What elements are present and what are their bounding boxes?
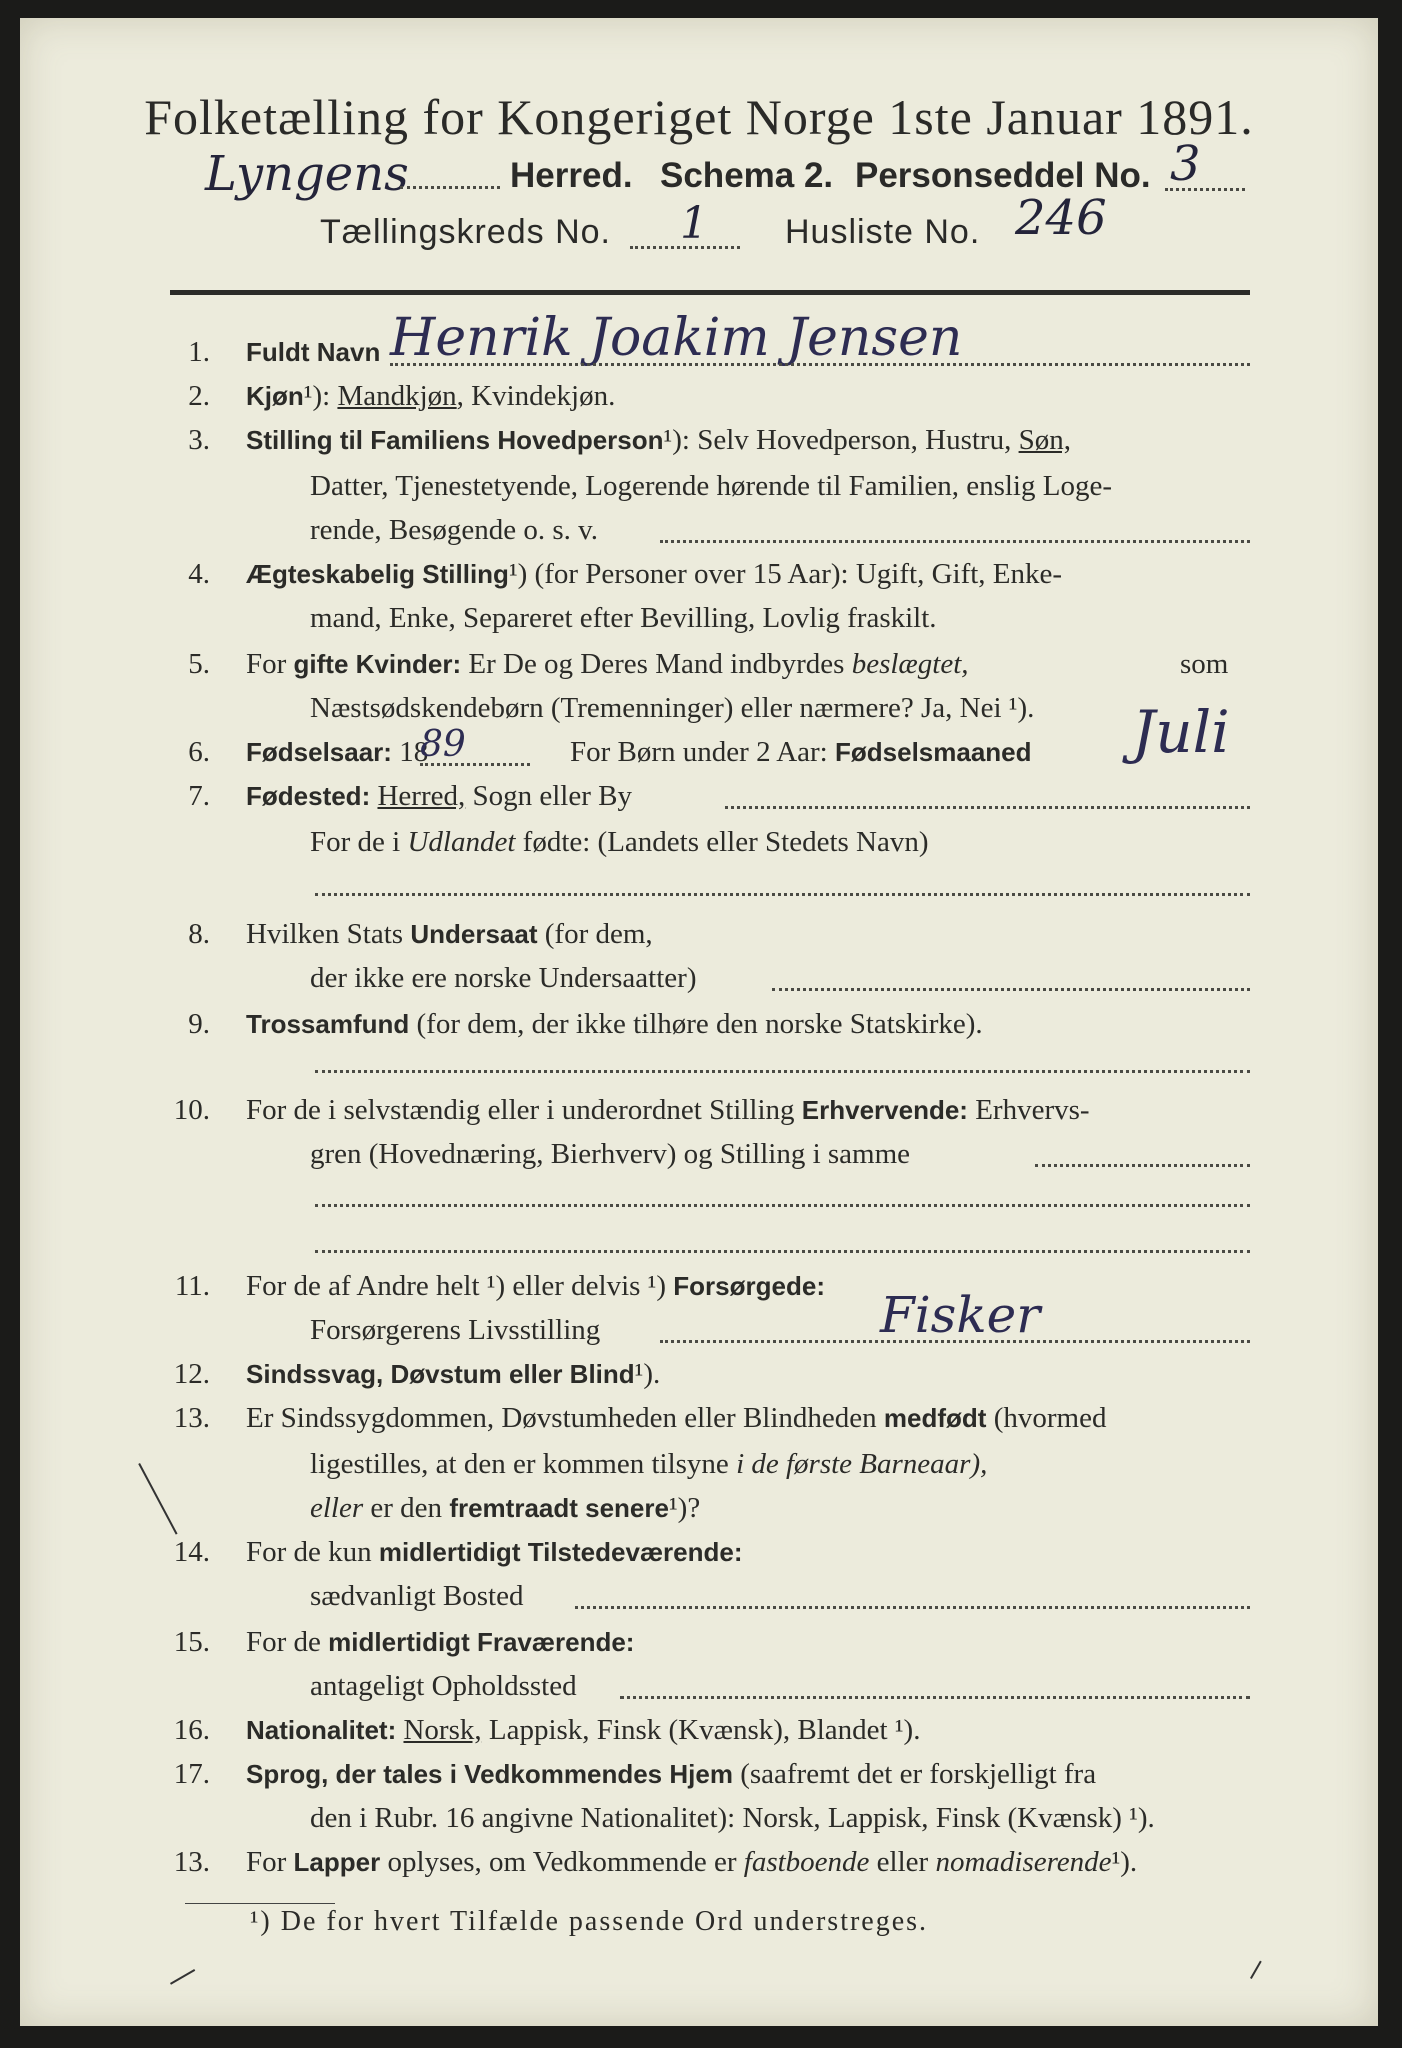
footnote: ¹) De for hvert Tilfælde passende Ord understreges. [250,1906,929,1937]
family-position-options-3: rende, Besøgende o. s. v. [310,514,599,546]
family-position-selected: Søn, [1018,424,1071,456]
settled-word: fastboende [743,1846,870,1878]
kreds-label: Tællingskreds No. [320,213,611,251]
herred-label: Herred. [510,156,633,195]
congenital-question-3: er den [370,1492,443,1524]
occupation-note-2: gren (Hovednæring, Bierhverv) og Stilling i samme [310,1138,911,1170]
married-women-prefix: For [246,648,287,680]
item-number: 16. [173,1714,210,1746]
marital-status-options: (for Personer over 15 Aar): Ugift, Gift, Enke- [534,558,1063,590]
birth-year-answer: 89 [420,724,466,765]
item-number: 3. [188,424,210,456]
superscript: ¹)? [668,1492,701,1524]
dotted-line [315,1070,1250,1073]
temporary-absent-prefix: For de [246,1626,321,1658]
or-word: eller [876,1846,929,1878]
occupation-label: Erhvervende: [801,1095,968,1125]
form-title: Folketælling for Kongeriget Norge 1ste Januar 1891. [144,89,1254,145]
item-number: 9. [188,1008,210,1040]
nomadic-word: nomadiserende [935,1846,1112,1878]
dependent-prefix: For de af Andre helt ¹) eller delvis ¹) [246,1270,667,1302]
dotted-line [660,1340,1250,1343]
dotted-line [772,988,1250,991]
dotted-line [575,1606,1250,1609]
nationality-label: Nationalitet: [246,1715,397,1745]
citizenship-prefix: Hvilken Stats [246,918,404,950]
dotted-line [725,806,1250,809]
congenital-label: medfødt [883,1403,987,1433]
full-name-answer: Henrik Joakim Jensen [390,308,963,368]
dotted-line [1035,1164,1250,1167]
item-number: 6. [188,736,210,768]
or-word: eller [310,1492,364,1524]
later-onset-label: fremtraadt senere [449,1493,669,1523]
census-form-sheet [20,18,1378,2026]
childhood-phrase: i de første Barneaar), [736,1448,988,1480]
item-number: 4. [188,558,210,590]
temporary-present-prefix: For de kun [246,1536,372,1568]
abroad-word: Udlandet [407,826,516,858]
superscript: ¹). [1111,1846,1138,1878]
nationality-selected: Norsk, [403,1714,482,1746]
congenital-question-2: ligestilles, at den er kommen tilsyne [310,1448,729,1480]
birth-year-label: Fødselsaar: [246,737,392,767]
header-rule [170,290,1250,295]
item-number: 8. [188,918,210,950]
birthplace-label: Fødested: [246,781,371,811]
item-number: 7. [188,780,210,812]
abroad-instructions: fødte: (Landets eller Stedets Navn) [522,826,929,858]
pen-mark [138,1463,177,1535]
usual-residence-label: sædvanligt Bosted [310,1580,524,1612]
temporary-present-label: midlertidigt Tilstedeværende: [378,1537,743,1567]
item-number: 12. [173,1358,210,1390]
occupation-note: Erhvervs- [975,1094,1090,1126]
congenital-question: Er Sindssygdommen, Døvstumheden eller Blindheden [246,1402,877,1434]
item-number: 2. [188,380,210,412]
family-position-options: Selv Hovedperson, Hustru, [697,424,1012,456]
item-number: 14. [173,1536,210,1568]
birthplace-options: Sogn eller By [472,780,632,812]
item-number: 11. [174,1270,210,1302]
nationality-options: Lappisk, Finsk (Kvænsk), Blandet ¹). [488,1714,921,1746]
married-women-question-2: Næstsødskendebørn (Tremenninger) eller nærmere? Ja, Nei ¹). [310,692,1035,724]
birth-month-answer: Juli [1132,698,1230,766]
married-women-label: gifte Kvinder: [293,649,462,679]
dependent-label: Forsørgede: [673,1271,825,1301]
dotted-line [420,763,530,766]
gender-selected: Mandkjøn [337,380,457,412]
citizenship-note-2: der ikke ere norske Undersaatter) [310,962,697,994]
sami-label: Lapper [293,1847,381,1877]
item-number: 17. [173,1758,210,1790]
superscript: ¹). [634,1358,661,1390]
birthplace-selected: Herred, [377,780,466,812]
marital-status-options-2: mand, Enke, Separeret efter Bevilling, Lovlig fraskilt. [310,602,937,634]
schema-label: Schema 2. [660,156,834,195]
temporary-absent-label: midlertidigt Fraværende: [328,1627,635,1657]
superscript: ¹): [663,424,690,456]
item-number: 13. [173,1402,210,1434]
dotted-line [1165,188,1245,191]
related-word: beslægtet, [851,648,969,680]
provider-occupation-label: Forsørgerens Livsstilling [310,1314,601,1346]
religion-label: Trossamfund [246,1009,410,1039]
home-language-options: den i Rubr. 16 angivne Nationalitet): Norsk, Lappisk, Finsk (Kvænsk) ¹). [310,1802,1155,1834]
religion-note: (for dem, der ikke tilhøre den norske Statskirke). [416,1008,983,1040]
sami-question: oplyses, om Vedkommende er [387,1846,737,1878]
probable-residence-label: antageligt Opholdssted [310,1670,577,1702]
husliste-number: 246 [1015,190,1107,246]
family-position-label: Stilling til Familiens Hovedperson [246,425,664,455]
infant-note: For Børn under 2 Aar: [570,736,828,768]
superscript: ¹): [303,380,331,412]
item-number: 15. [173,1626,210,1658]
som-word: som [1180,648,1229,680]
birth-year-printed: 18 [399,736,429,768]
personseddel-label: Personseddel No. [855,156,1151,195]
dotted-line [400,186,500,189]
citizenship-note: (for dem, [544,918,653,950]
gender-label: Kjøn [246,381,304,411]
pen-mark [170,1969,195,1985]
birth-month-label: Fødselsmaaned [835,737,1032,767]
home-language-note: (saafremt det er forskjelligt fra [740,1758,1097,1790]
dotted-line [630,246,740,249]
husliste-label: Husliste No. [785,213,981,251]
superscript: ¹) [508,558,528,590]
item-number: 10. [173,1094,210,1126]
item-number: 1. [188,336,210,368]
full-name-label: Fuldt Navn [246,337,381,367]
dotted-line [315,893,1250,896]
citizenship-label: Undersaat [410,919,538,949]
married-women-question: Er De og Deres Mand indbyrdes [468,648,845,680]
gender-options: , Kvindekjøn. [456,380,616,412]
footnote-rule [185,1903,335,1904]
abroad-prefix: For de i [310,826,401,858]
dotted-line [315,1204,1250,1207]
item-number: 13. [173,1846,210,1878]
congenital-note: (hvormed [993,1402,1107,1434]
kreds-number: 1 [680,198,708,249]
dotted-line [315,1250,1250,1253]
occupation-prefix: For de i selvstændig eller i underordnet Stilling [246,1094,795,1126]
home-language-label: Sprog, der tales i Vedkommendes Hjem [246,1759,733,1789]
family-position-options-2: Datter, Tjenestetyende, Logerende hørende til Familien, enslig Loge- [310,470,1112,502]
dotted-line [660,540,1250,543]
item-number: 5. [188,648,210,680]
disability-label: Sindssvag, Døvstum eller Blind [246,1359,635,1389]
personseddel-number: 3 [1170,136,1201,192]
pen-mark [1250,1961,1262,1979]
dotted-line [620,1696,1250,1699]
municipality-handwritten: Lyngens [205,146,409,202]
marital-status-label: Ægteskabelig Stilling [246,559,509,589]
dotted-line [390,363,1250,366]
sami-prefix: For [246,1846,287,1878]
provider-occupation-answer: Fisker [880,1286,1041,1344]
